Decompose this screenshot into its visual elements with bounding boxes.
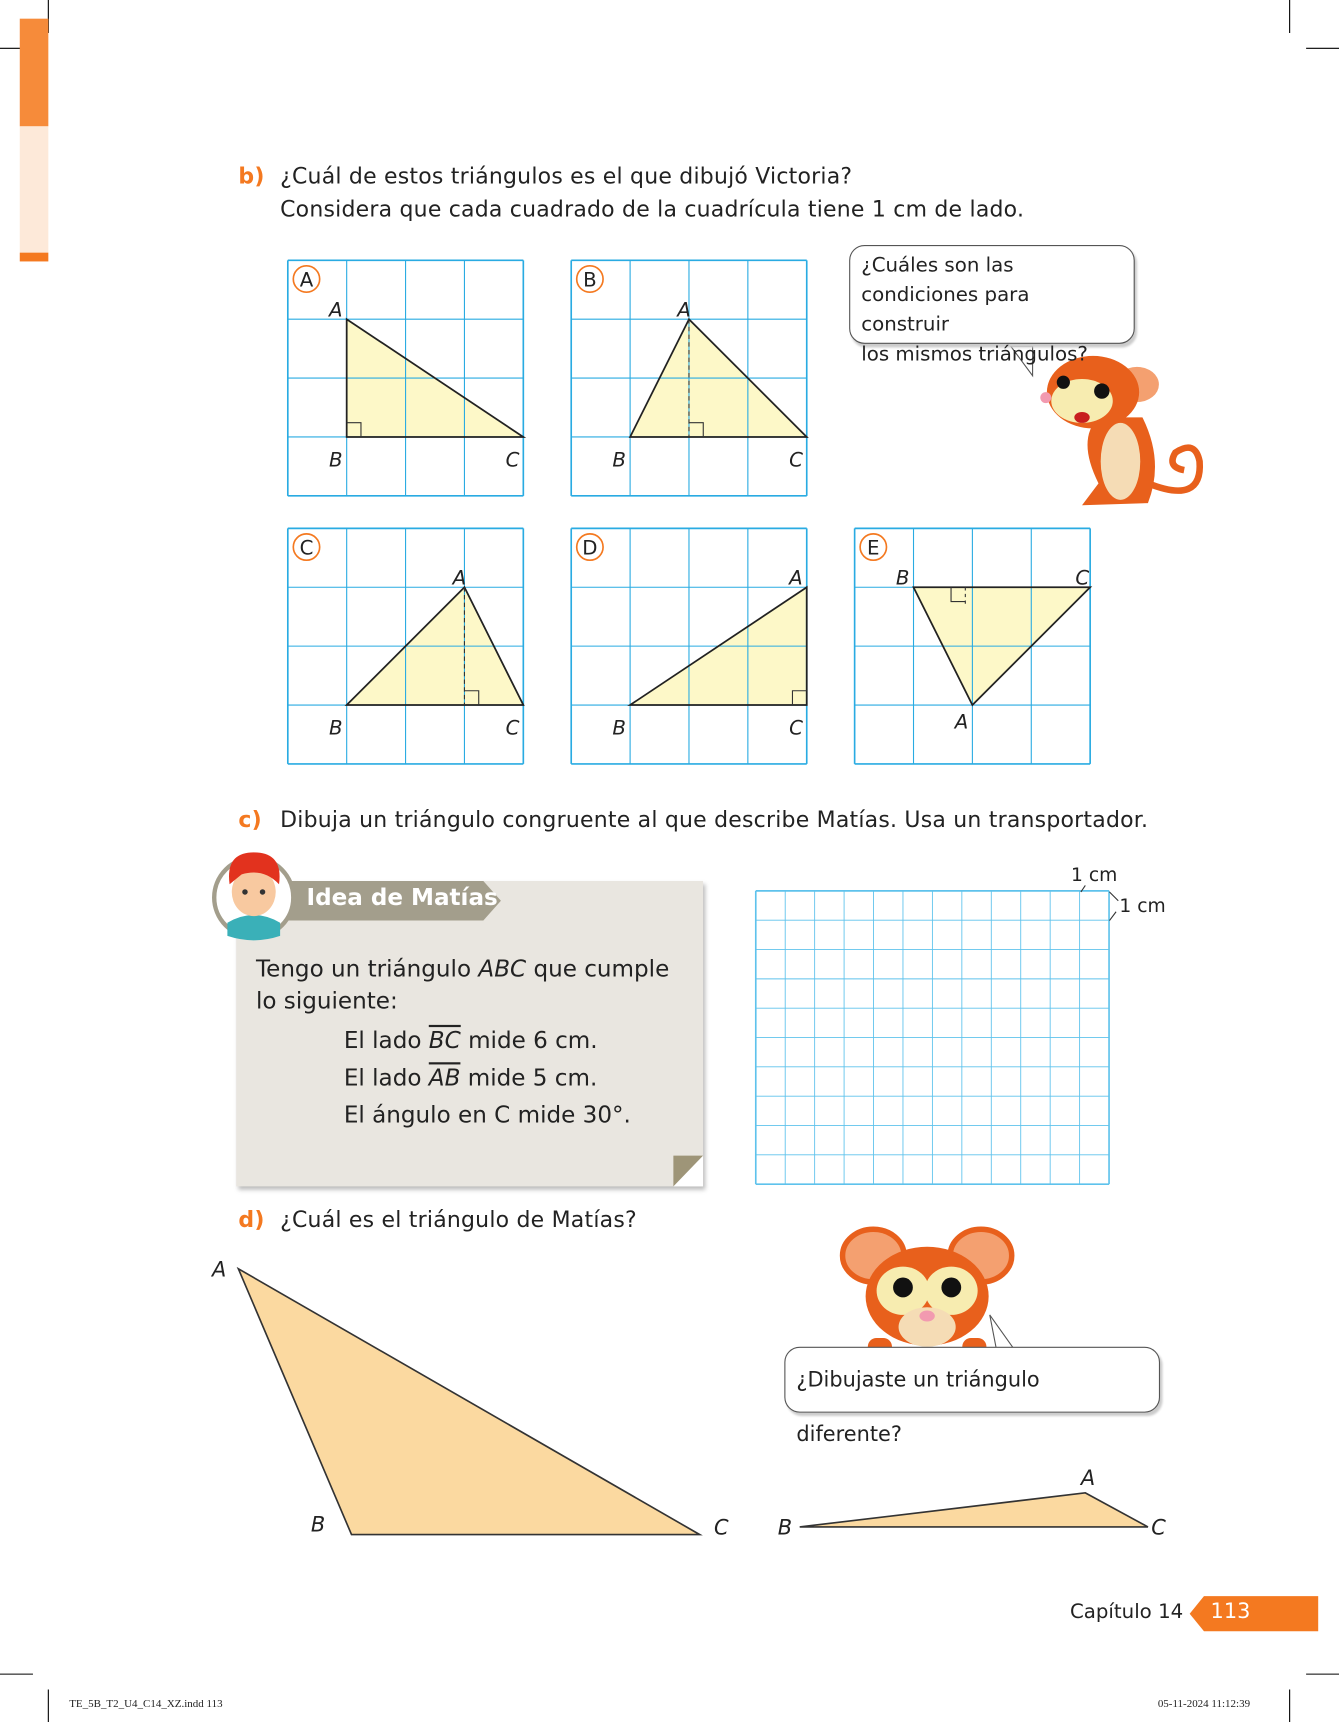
vertex-label-d: A [1080,1466,1096,1491]
vertex-label-d: B [310,1512,326,1537]
option-a-grid[interactable] [288,260,524,496]
part-b-line1: ¿Cuál de estos triángulos es el que dibujó Victoria? [280,162,853,189]
page-number-tab [1190,1596,1319,1631]
vertex-label: B [329,716,343,740]
speech-bubble-conditions [849,245,1135,366]
bubble-tail-bottom [983,1313,1027,1350]
vertex-label: A [329,298,343,322]
matias-avatar-icon [214,852,293,940]
option-e-grid[interactable] [855,528,1091,764]
idea-title: Idea de Matías [306,884,498,911]
print-date: 05-11-2024 11:12:39 [1157,1698,1251,1711]
part-d-text: ¿Cuál es el triángulo de Matías? [280,1206,637,1233]
triangle-d-right [800,1493,1148,1527]
vertex-label: C [505,448,520,472]
page-number: 113 [1210,1599,1251,1624]
vertex-label: C [789,448,803,472]
vertex-label-d: C [714,1515,729,1540]
option-label: A [299,268,314,292]
part-c-text: Dibuja un triángulo congruente al que describe Matías. Usa un transportador. [280,806,1149,833]
vertex-label: C [789,716,803,740]
bubble-line: los mismos triángulos? [861,342,1088,366]
part-c-label: c) [238,806,262,833]
option-label: D [582,536,598,560]
condition-bc: El lado $\overline{BC}$ mide 6 cm. [343,1027,598,1054]
vertex-label: C [505,716,520,740]
unit-label-h: 1 cm [1071,864,1118,887]
vertex-label: B [612,716,626,740]
idea-line: Tengo un triángulo ABC que cumple [255,955,670,983]
condition-ab: El lado $\overline{AB}$ mide 5 cm. [343,1064,598,1091]
vertex-label: A [677,298,691,322]
option-b-grid[interactable] [571,260,807,496]
option-c-grid[interactable] [288,528,524,764]
option-d-grid[interactable] [571,528,807,764]
option-label: E [867,536,880,560]
vertex-label-d: B [777,1515,793,1540]
file-slug: TE_5B_T2_U4_C14_XZ.indd 113 [69,1698,223,1711]
vertex-label: A [789,566,803,590]
condition-angle-c: El ángulo en C mide 30°. [343,1101,631,1129]
side-strip [20,19,49,127]
vertex-label: B [329,448,343,472]
idea-line: lo siguiente: [255,987,398,1014]
part-d-label: d) [238,1206,265,1233]
vertex-label-d: A [212,1257,227,1282]
part-b-line2: Considera que cada cuadrado de la cuadrícula tiene 1 cm de lado. [280,195,1025,222]
part-b-question [238,162,853,189]
vertex-label-d: C [1151,1515,1166,1540]
bubble-line: ¿Cuáles son las [861,253,1014,277]
bubble-line: condiciones para construir [861,283,1030,337]
drawing-grid [756,891,1109,1184]
option-label: B [583,268,597,292]
vertex-label: A [954,710,969,734]
part-b-label: b) [238,162,265,189]
idea-text [256,953,669,1133]
vertex-label: B [612,448,626,472]
mouse-mascot-icon [1040,356,1199,505]
part-c-question [238,806,1149,833]
speech-bubble-different: ¿Dibujaste un triángulo diferente? [784,1347,1160,1413]
unit-label-v: 1 cm [1119,895,1166,918]
vertex-label: C [1075,566,1090,590]
vertex-label: A [452,566,467,590]
triangle-d-left [238,1269,699,1535]
vertex-label: B [895,566,910,590]
option-label: C [299,536,314,560]
part-d-question [238,1206,637,1233]
chapter-label: Capítulo 14 [1069,1600,1184,1624]
